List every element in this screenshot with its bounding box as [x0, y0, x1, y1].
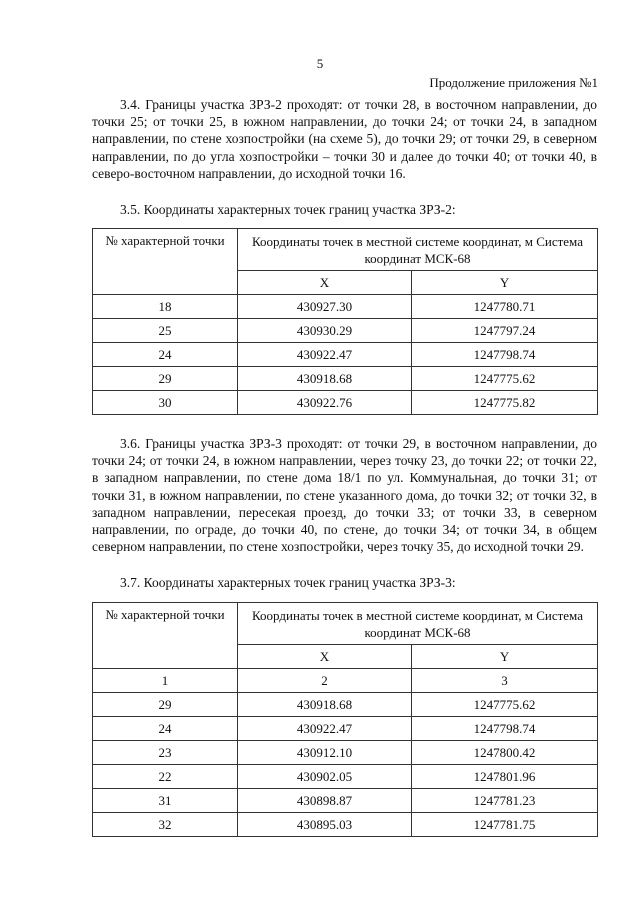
table-header-x: X: [238, 645, 412, 669]
table-row: [93, 789, 598, 813]
table-row: [93, 367, 598, 391]
point-cell: 30: [93, 391, 238, 415]
point-cell: 24: [93, 343, 238, 367]
y-cell: 1247781.75: [412, 813, 598, 837]
point-cell: 29: [93, 367, 238, 391]
y-cell: 1247801.96: [412, 765, 598, 789]
point-cell: 23: [93, 741, 238, 765]
table-header-point: № характерной точки: [93, 603, 238, 669]
y-cell: 1247798.74: [412, 717, 598, 741]
table-row: [93, 343, 598, 367]
x-cell: 430927.30: [238, 295, 412, 319]
point-cell: 24: [93, 717, 238, 741]
table-row: [93, 813, 598, 837]
y-cell: 1247775.62: [412, 693, 598, 717]
appendix-continuation-label: Продолжение приложения №1: [429, 75, 598, 90]
x-cell: 430895.03: [238, 813, 412, 837]
x-cell: 430922.47: [238, 717, 412, 741]
point-cell: 22: [93, 765, 238, 789]
column-number-3: 3: [412, 669, 598, 693]
y-cell: 1247797.24: [412, 319, 598, 343]
zrz3-table-body: [93, 693, 598, 837]
x-cell: 430898.87: [238, 789, 412, 813]
table-row: [93, 765, 598, 789]
y-cell: 1247798.74: [412, 343, 598, 367]
point-cell: 29: [93, 693, 238, 717]
table-header-y: Y: [412, 271, 598, 295]
column-number-1: 1: [93, 669, 238, 693]
table-header-coords: Координаты точек в местной системе координат, м Система координат МСК-68: [238, 229, 598, 271]
zrz3-coordinates-table: [92, 602, 598, 837]
zrz2-coordinates-table: [92, 228, 598, 415]
table-header-x: X: [238, 271, 412, 295]
x-cell: 430918.68: [238, 693, 412, 717]
zrz2-table-body: [93, 295, 598, 415]
y-cell: 1247775.62: [412, 367, 598, 391]
table-row: [93, 295, 598, 319]
y-cell: 1247781.23: [412, 789, 598, 813]
table-row: [93, 391, 598, 415]
table-row: [93, 741, 598, 765]
section-3-5-caption: 3.5. Координаты характерных точек границ участка ЗРЗ-2:: [120, 202, 456, 217]
y-cell: 1247800.42: [412, 741, 598, 765]
point-cell: 31: [93, 789, 238, 813]
point-cell: 32: [93, 813, 238, 837]
y-cell: 1247775.82: [412, 391, 598, 415]
x-cell: 430918.68: [238, 367, 412, 391]
table-header-coords: Координаты точек в местной системе координат, м Система координат МСК-68: [238, 603, 598, 645]
y-cell: 1247780.71: [412, 295, 598, 319]
point-cell: 25: [93, 319, 238, 343]
table-row: [93, 319, 598, 343]
x-cell: 430912.10: [238, 741, 412, 765]
point-cell: 18: [93, 295, 238, 319]
table-row: [93, 693, 598, 717]
section-3-7-caption: 3.7. Координаты характерных точек границ участка ЗРЗ-3:: [120, 575, 456, 590]
table-header-point: № характерной точки: [93, 229, 238, 295]
x-cell: 430922.47: [238, 343, 412, 367]
section-3-4-paragraph: 3.4. Границы участка ЗРЗ-2 проходят: от точки 28, в восточном направлении, до точки 25; от точки 25, в южном направлении, до точки 24; от точки 24, в западном направлении, по стене хозпостройки (на схеме 5), до точки 29; от точки 29, в северном направлении, по до угла хозпостройки – точки 30 и далее до точки 40; от точки 40, в северо-восточном направлении, до исходной точки 16.: [92, 97, 597, 181]
column-number-2: 2: [238, 669, 412, 693]
x-cell: 430902.05: [238, 765, 412, 789]
x-cell: 430922.76: [238, 391, 412, 415]
section-3-6-paragraph: 3.6. Границы участка ЗРЗ-3 проходят: от точки 29, в восточном направлении, до точки 24; от точки 24, в южном направлении, через точку 23, до точки 22; от точки 22, в западном направлении, по стене дома 18/1 по ул. Коммунальная, до точки 31; от точки 31, в южном направлении, по стене указанного дома, до точки 32; от точки 32, в западном направлении, пересекая проезд, до точки 33; от точки 33, в северном направлении, по ограде, до точки 40, по стене, до точки 34; от точки 34, в общем северном направлении, по стене хозпостройки, через точку 35, до исходной точки 29.: [92, 436, 597, 555]
table-header-y: Y: [412, 645, 598, 669]
table-row: [93, 717, 598, 741]
page-number: 5: [316, 56, 324, 71]
x-cell: 430930.29: [238, 319, 412, 343]
